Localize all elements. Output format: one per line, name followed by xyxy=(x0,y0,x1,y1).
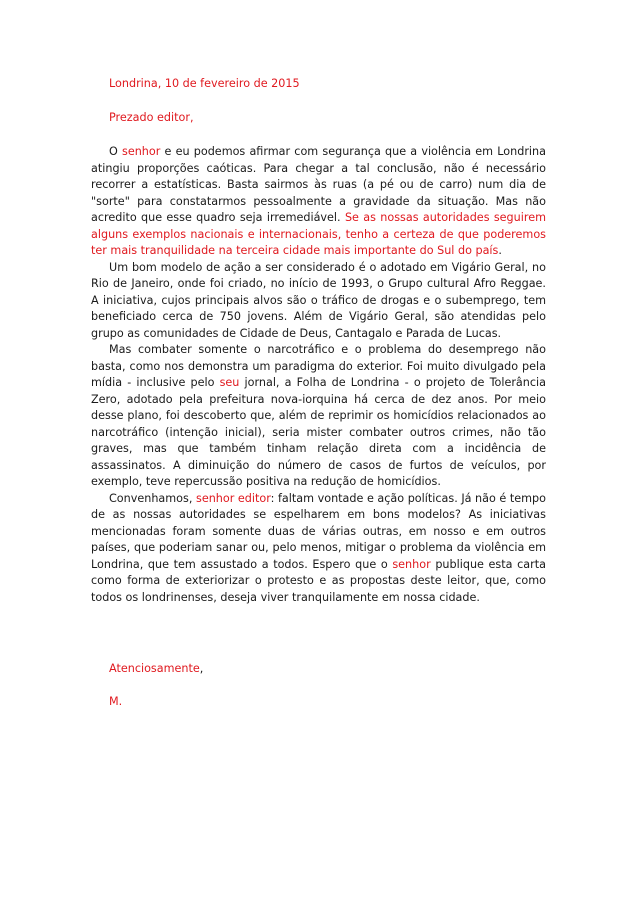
highlighted-text: Se as nossas autoridades seguirem alguns exemplos nacionais e internacionais, tenho a certeza de que poderemos ter mais tranquilidade na terceira cidade mais importante do Sul do país xyxy=(91,211,546,257)
text-run: jornal, a Folha de Londrina - o projeto de Tolerância Zero, adotado pela prefeitura nova-iorquina há cerca de dez anos. Por meio desse plano, foi descoberto que, além de reprimir os homicídios relacionados ao narcotráfico (intenção inicial), seria mister combater outros crimes, não tão graves, mas que também tinham relação direta com a incidência de assassinatos. A diminuição do número de casos de furtos de veículos, por exemplo, teve repercussão positiva na redução de homicídios. xyxy=(91,376,546,488)
body-paragraph xyxy=(91,260,546,343)
letter-signature: M. xyxy=(109,695,123,708)
text-run: Mas combater somente o narcotráfico e o problema do desemprego não basta, como nos demonstra um paradigma do exterior. Foi muito divulgado pela mídia - inclusive pelo xyxy=(91,343,546,389)
text-run: Um bom modelo de ação a ser considerado é o adotado em Vigário Geral, no Rio de Janeiro, onde foi criado, no início de 1993, o Grupo cultural Afro Reggae. A iniciativa, cujos principais alvos são o tráfico de drogas e o subemprego, tem beneficiado cerca de 750 jovens. Além de Vigário Geral, são atendidas pelo grupo as comunidades de Cidade de Deus, Cantagalo e Parada de Lucas. xyxy=(91,260,546,340)
text-run: e eu podemos afirmar com segurança que a violência em Londrina atingiu proporções caóticas. Para chegar a tal conclusão, não é necessário recorrer a estatísticas. Basta sairmos às ruas (a pé ou de carro) num dia de "sorte" para constatarmos pessoalmente a gravidade da situação. Mas não acredito que esse quadro seja irremediável. xyxy=(91,145,546,224)
text-run: publique esta carta como forma de exteriorizar o protesto e as propostas deste leitor, que, como todos os londrinenses, deseja viver tranquilamente em nossa cidade. xyxy=(91,557,546,604)
body-paragraph xyxy=(91,144,546,260)
letter-date: Londrina, 10 de fevereiro de 2015 xyxy=(109,77,300,90)
text-run: . xyxy=(498,244,502,257)
closing-text: Atenciosamente xyxy=(109,662,200,675)
letter-closing xyxy=(109,661,203,678)
body-paragraph xyxy=(91,491,546,607)
letter-greeting: Prezado editor, xyxy=(109,111,194,124)
body-paragraph xyxy=(91,342,546,491)
letter-body xyxy=(91,144,546,606)
text-run: : faltam vontade e ação políticas. Já não é tempo de as nossas autoridades se espelharem em bons modelos? As iniciativas mencionadas foram somente duas de várias outras, em nosso e em outros países, que poderiam sanar ou, pelo menos, mitigar o problema da violência em Londrina, que tem assustado a todos. Espero que o xyxy=(91,491,546,571)
highlighted-text: seu xyxy=(219,376,240,389)
highlighted-text: senhor xyxy=(392,557,431,571)
text-run: O xyxy=(109,145,122,158)
highlighted-text: senhor editor xyxy=(196,491,271,505)
closing-punctuation: , xyxy=(199,662,204,675)
highlighted-text: senhor xyxy=(122,145,161,158)
text-run: Convenhamos, xyxy=(109,491,196,505)
